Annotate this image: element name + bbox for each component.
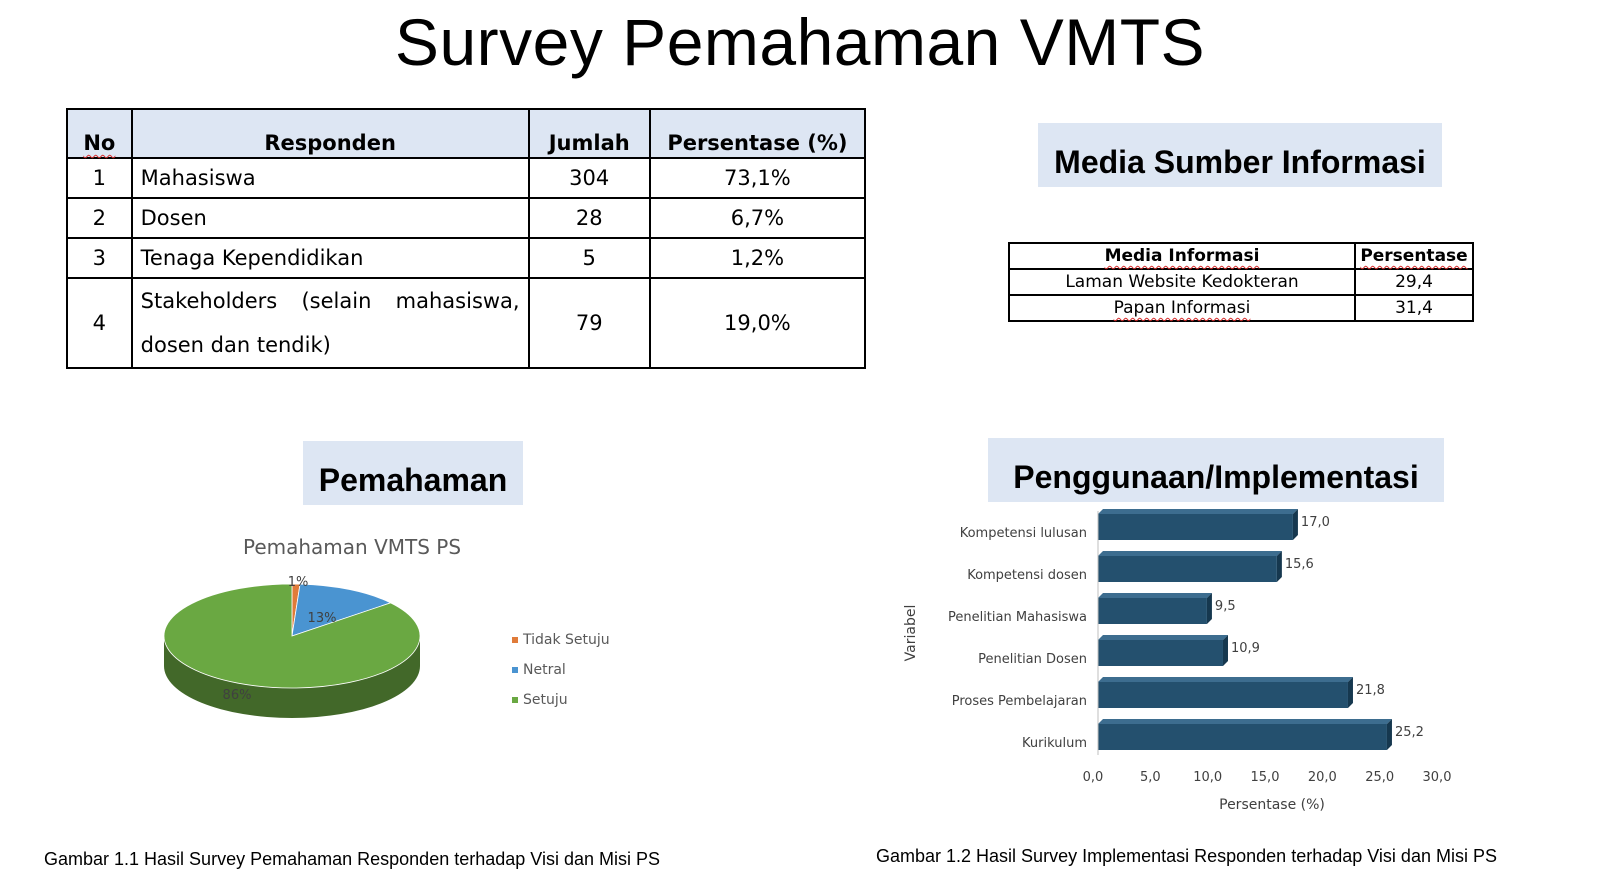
caption-left: Gambar 1.1 Hasil Survey Pemahaman Responden terhadap Visi dan Misi PS <box>44 849 660 869</box>
pie-chart <box>150 535 650 780</box>
table-row <box>1009 269 1473 295</box>
respondent-header-row <box>67 109 865 158</box>
category-label: Kompetensi lulusan <box>959 526 1087 541</box>
x-axis-title: Persentase (%) <box>1219 797 1325 813</box>
row-no: 1 <box>67 158 132 198</box>
row-pct: 19,0% <box>650 278 865 368</box>
media-heading: Media Sumber Informasi <box>1038 123 1442 187</box>
row-name: Mahasiswa <box>132 158 529 198</box>
data-label: 25,2 <box>1394 725 1424 740</box>
row-no: 2 <box>67 198 132 238</box>
category-label: Kurikulum <box>1022 736 1087 751</box>
col-jumlah-header: Jumlah <box>529 109 650 158</box>
col-no-header: No <box>67 109 132 158</box>
legend-label: Netral <box>523 662 566 678</box>
pie-data-label: 13% <box>307 611 337 626</box>
bar <box>1098 598 1207 624</box>
bar <box>1098 724 1387 750</box>
y-axis-title: Variabel <box>903 604 919 662</box>
row-count: 5 <box>529 238 650 278</box>
row-count: 304 <box>529 158 650 198</box>
category-label: Penelitian Mahasiswa <box>947 610 1087 625</box>
row-pct: 6,7% <box>650 198 865 238</box>
data-label: 17,0 <box>1300 515 1330 530</box>
media-value: 31,4 <box>1355 295 1473 321</box>
bar-chart <box>905 505 1505 835</box>
bar <box>1098 682 1348 708</box>
bar <box>1098 514 1293 540</box>
pie-data-label: 1% <box>287 575 309 590</box>
x-tick-label: 20,0 <box>1307 770 1337 785</box>
table-row <box>67 238 865 278</box>
table-row <box>67 278 865 368</box>
row-no: 4 <box>67 278 132 368</box>
respondent-table <box>66 108 866 369</box>
x-tick-label: 30,0 <box>1422 770 1452 785</box>
legend-marker <box>512 637 518 643</box>
row-name: Dosen <box>132 198 529 238</box>
data-label: 10,9 <box>1230 641 1260 656</box>
bar-side-face <box>1293 509 1298 540</box>
table-row <box>1009 295 1473 321</box>
legend-marker <box>512 667 518 673</box>
bar-top-face <box>1098 719 1392 724</box>
bar-side-face <box>1387 719 1392 750</box>
media-col-header: Media Informasi <box>1009 243 1355 269</box>
row-count: 28 <box>529 198 650 238</box>
col-responden-header: Responden <box>132 109 529 158</box>
category-label: Kompetensi dosen <box>967 568 1087 583</box>
bar-side-face <box>1348 677 1353 708</box>
bar-side-face <box>1207 593 1212 624</box>
row-count: 79 <box>529 278 650 368</box>
data-label: 9,5 <box>1214 599 1236 614</box>
x-tick-label: 10,0 <box>1193 770 1223 785</box>
row-name: Tenaga Kependidikan <box>132 238 529 278</box>
x-tick-label: 25,0 <box>1365 770 1395 785</box>
x-tick-label: 0,0 <box>1082 770 1104 785</box>
bar <box>1098 640 1223 666</box>
bar-top-face <box>1098 593 1212 598</box>
row-pct: 1,2% <box>650 238 865 278</box>
legend-marker <box>512 697 518 703</box>
implementasi-heading: Penggunaan/Implementasi <box>988 438 1444 502</box>
row-pct: 73,1% <box>650 158 865 198</box>
pie-title: Pemahaman VMTS PS <box>242 535 462 559</box>
category-label: Proses Pembelajaran <box>951 694 1087 709</box>
media-value: 29,4 <box>1355 269 1473 295</box>
bar-top-face <box>1098 551 1282 556</box>
media-header-row <box>1009 243 1473 269</box>
pemahaman-heading: Pemahaman <box>303 441 523 505</box>
page-title: Survey Pemahaman VMTS <box>394 5 1206 79</box>
category-label: Penelitian Dosen <box>978 652 1087 667</box>
pie-data-label: 86% <box>222 688 252 703</box>
bar-top-face <box>1098 509 1298 514</box>
bar-side-face <box>1277 551 1282 582</box>
data-label: 15,6 <box>1284 557 1314 572</box>
media-table <box>1008 242 1474 322</box>
table-row <box>67 198 865 238</box>
legend-label: Tidak Setuju <box>523 632 610 648</box>
media-pct-header: Persentase <box>1355 243 1473 269</box>
col-persentase-header: Persentase (%) <box>650 109 865 158</box>
row-name: Stakeholders (selain mahasiswa, dosen dan tendik) <box>132 278 529 368</box>
bar-top-face <box>1098 635 1228 640</box>
caption-right: Gambar 1.2 Hasil Survey Implementasi Responden terhadap Visi dan Misi PS <box>876 846 1497 866</box>
table-row <box>67 158 865 198</box>
legend-label: Setuju <box>523 692 568 708</box>
bar-top-face <box>1098 677 1353 682</box>
bar <box>1098 556 1277 582</box>
x-tick-label: 15,0 <box>1250 770 1280 785</box>
media-name: Papan Informasi <box>1009 295 1355 321</box>
media-name: Laman Website Kedokteran <box>1009 269 1355 295</box>
bar-side-face <box>1223 635 1228 666</box>
row-no: 3 <box>67 238 132 278</box>
data-label: 21,8 <box>1355 683 1385 698</box>
x-tick-label: 5,0 <box>1139 770 1161 785</box>
